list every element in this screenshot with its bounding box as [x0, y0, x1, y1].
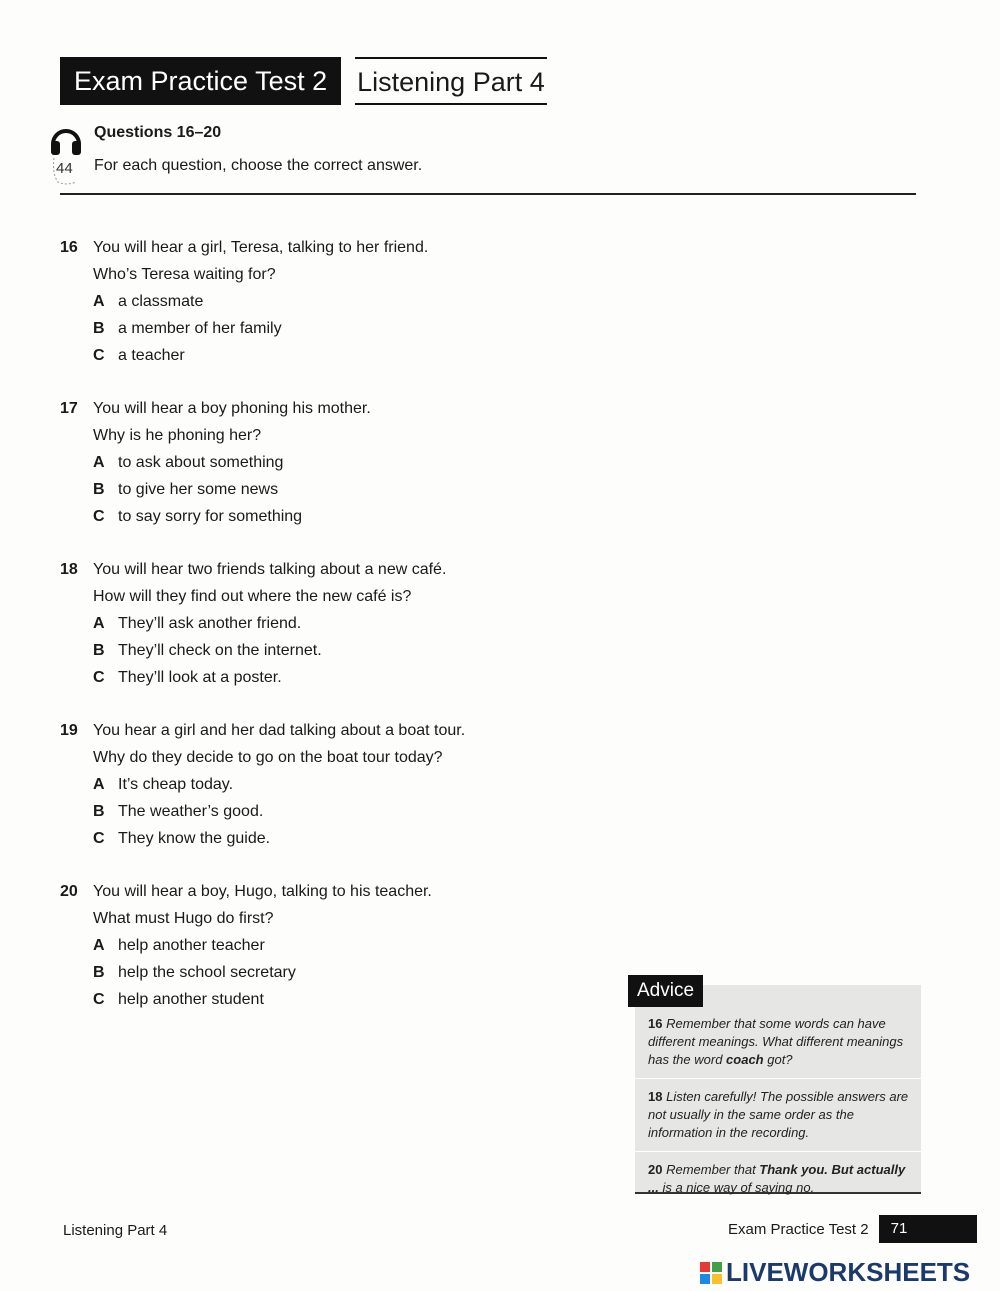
option-c[interactable]: C a teacher — [93, 347, 185, 364]
question-17 — [60, 395, 371, 530]
page-header — [60, 57, 547, 105]
question-stem: You hear a girl and her dad talking about a boat tour. — [93, 722, 466, 739]
header-divider — [60, 193, 916, 195]
question-prompt: Why do they decide to go on the boat tour today? — [93, 749, 443, 766]
question-prompt: Who’s Teresa waiting for? — [93, 266, 276, 283]
question-number: 18 — [60, 561, 78, 578]
option-a[interactable]: A They’ll ask another friend. — [93, 615, 302, 632]
advice-divider — [635, 1078, 921, 1079]
question-stem: You will hear a boy, Hugo, talking to his teacher. — [93, 883, 432, 900]
question-stem: You will hear a girl, Teresa, talking to her friend. — [93, 239, 429, 256]
advice-item-20: 20 Remember that Thank you. But actually ... is a nice way of saying no. — [648, 1162, 906, 1195]
question-stem: You will hear a boy phoning his mother. — [93, 400, 371, 417]
option-a[interactable]: A It’s cheap today. — [93, 776, 234, 793]
question-20 — [60, 878, 432, 1013]
page-number: 71 — [879, 1215, 977, 1243]
question-number: 19 — [60, 722, 78, 739]
question-prompt: What must Hugo do first? — [93, 910, 274, 927]
track-number: 44 — [56, 160, 73, 177]
option-c[interactable]: C help another student — [93, 991, 264, 1008]
option-b[interactable]: B a member of her family — [93, 320, 282, 337]
liveworksheets-logo-icon — [700, 1262, 722, 1284]
instruction-text: For each question, choose the correct answer. — [94, 157, 423, 174]
question-number: 17 — [60, 400, 78, 417]
question-prompt: How will they find out where the new café is? — [93, 588, 412, 605]
footer-section-label: Listening Part 4 — [63, 1222, 168, 1239]
option-b[interactable]: B They’ll check on the internet. — [93, 642, 322, 659]
option-c[interactable]: C They know the guide. — [93, 830, 271, 847]
liveworksheets-logo — [700, 1257, 970, 1288]
option-b[interactable]: B help the school secretary — [93, 964, 296, 981]
questions-range: Questions 16–20 — [94, 124, 222, 141]
question-stem: You will hear two friends talking about a new café. — [93, 561, 447, 578]
option-b[interactable]: B to give her some news — [93, 481, 279, 498]
exam-title: Exam Practice Test 2 — [60, 57, 341, 105]
option-c[interactable]: C They’ll look at a poster. — [93, 669, 282, 686]
question-16 — [60, 234, 428, 369]
question-number: 20 — [60, 883, 78, 900]
option-a[interactable]: A to ask about something — [93, 454, 284, 471]
option-a[interactable]: A help another teacher — [93, 937, 265, 954]
question-18 — [60, 556, 446, 691]
advice-label: Advice — [628, 975, 703, 1007]
section-title: Listening Part 4 — [355, 57, 547, 105]
advice-panel — [628, 975, 921, 1206]
option-b[interactable]: B The weather’s good. — [93, 803, 264, 820]
footer-title: Exam Practice Test 2 — [728, 1220, 869, 1238]
option-a[interactable]: A a classmate — [93, 293, 204, 310]
option-c[interactable]: C to say sorry for something — [93, 508, 303, 525]
advice-item-16: 16 Remember that some words can have different meanings. What different meanings has the word coach got? — [648, 1016, 904, 1067]
question-19 — [60, 717, 465, 852]
liveworksheets-wordmark: LIVEWORKSHEETS — [726, 1257, 971, 1287]
question-number: 16 — [60, 239, 78, 256]
footer-right — [728, 1215, 977, 1243]
advice-item-18: 18 Listen carefully! The possible answers are not usually in the same order as the information in the recording. — [648, 1089, 909, 1140]
question-prompt: Why is he phoning her? — [93, 427, 262, 444]
advice-divider — [635, 1151, 921, 1152]
